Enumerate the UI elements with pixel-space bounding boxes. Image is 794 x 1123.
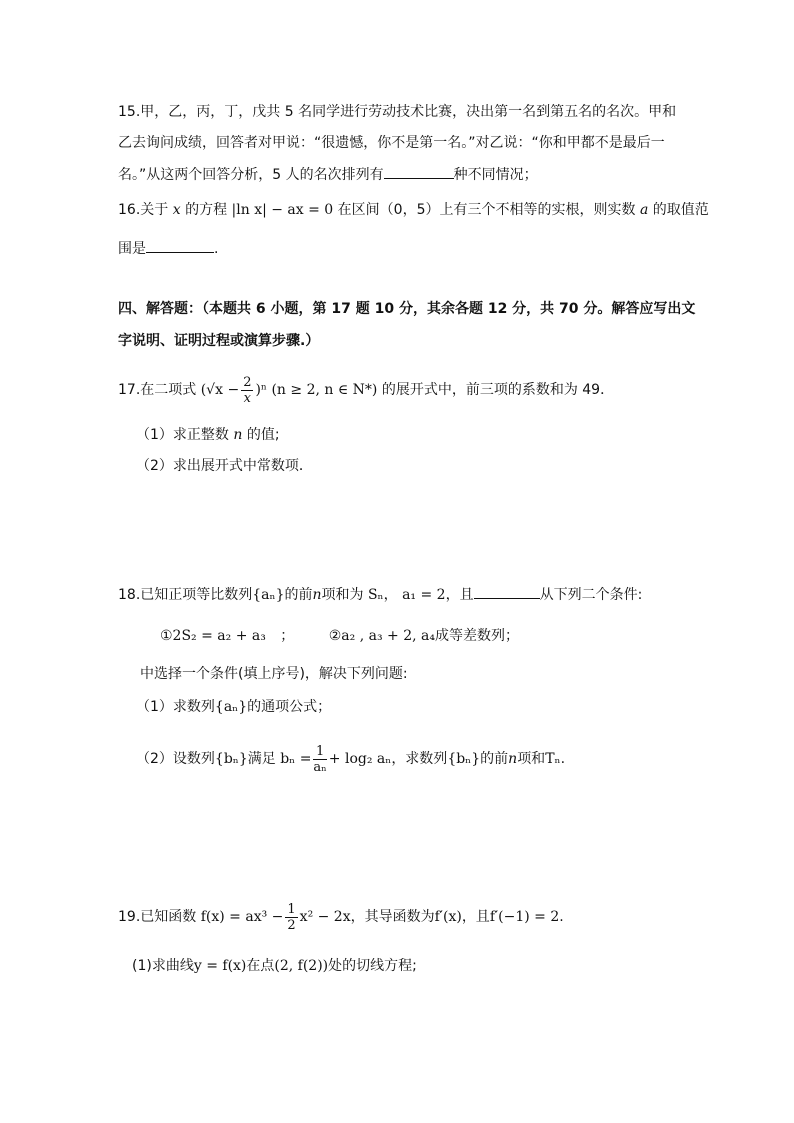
q16-var-a: a: [639, 202, 649, 218]
q19-end: .: [559, 909, 564, 925]
q17-frac-den: x: [243, 390, 251, 406]
q19-part1-text: (1)求曲线: [132, 958, 194, 974]
q19-fraction: [285, 903, 297, 932]
q18-Tn: Tₙ: [545, 751, 561, 767]
q18-part1-text: （1）求数列: [136, 699, 215, 715]
q18-text: 的前: [284, 587, 313, 603]
q17-fraction: [241, 376, 253, 405]
q17-prefix: 17.在二项式: [118, 382, 197, 398]
q18-choice-blank[interactable]: [474, 584, 540, 599]
q18-part2-text-3: ，求数列: [391, 751, 448, 767]
q15-line-1: 15.甲，乙，丙，丁，戊共 5 名同学进行劳动技术比赛，决出第一名到第五名的名次。甲和: [118, 104, 677, 120]
q18-part2-seq: {bₙ}: [214, 751, 248, 767]
q19-part1-text-2: 在点: [246, 958, 275, 974]
q18-frac-den: aₙ: [313, 759, 327, 775]
q16-var-x: x: [172, 202, 181, 218]
q16-equation: |ln x| − ax = 0: [231, 202, 334, 218]
q16-answer-blank[interactable]: [146, 238, 214, 253]
q17-condition: (n ≥ 2, n ∈ N*): [271, 382, 378, 398]
q18-part2-text-5: 项和: [517, 751, 546, 767]
q19-part1-text-3: 处的切线方程;: [328, 958, 417, 974]
q16-prefix: 16.关于: [118, 202, 169, 218]
q15-answer-blank[interactable]: [384, 164, 454, 179]
q18-conditions: [160, 626, 519, 646]
q18-log: + log₂ aₙ: [328, 751, 392, 767]
q18-part2-text-4: 的前: [480, 751, 509, 767]
q18-part2-end: .: [560, 751, 566, 767]
q18-choose: 中选择一个条件(填上序号)，解决下列问题:: [140, 666, 408, 682]
q18-part2-var-n: n: [508, 751, 518, 767]
q18-fraction: [313, 745, 326, 774]
q17-part-2: （2）求出展开式中常数项．: [136, 458, 313, 474]
q18-prefix: 18.已知正项等比数列: [118, 587, 253, 603]
q16-text: 的方程: [185, 202, 228, 218]
q18-text-4: 从下列二个条件:: [539, 587, 643, 603]
q19-frac-num: 1: [287, 901, 296, 917]
q19-part-1: [132, 956, 417, 976]
q18-part1-text-2: 的通项公式；: [247, 699, 332, 715]
q16-period: .: [214, 241, 219, 257]
q17-suffix: 的展开式中，前三项的系数和为 49．: [381, 382, 615, 398]
q18-condition-2-text: 成等差数列；: [434, 628, 519, 644]
q19-fprime: f′(x): [434, 909, 462, 925]
q18-text-3: ，且: [445, 587, 474, 603]
q19-frac-den: 2: [287, 917, 296, 933]
q19-condition: f′(−1) = 2: [489, 909, 560, 925]
q15-line-3: [118, 164, 538, 185]
q18-part1-seq: {aₙ}: [214, 699, 248, 715]
q16-line-1: [118, 200, 709, 220]
q16-text-3: 的取值范: [652, 202, 709, 218]
q19-curve: y = f(x): [193, 958, 247, 974]
q19-text: ，其导函数为: [350, 909, 435, 925]
q18-part-2: [136, 738, 565, 780]
q16-line-2: [118, 238, 218, 259]
q17-power: )ⁿ: [255, 382, 267, 398]
q19-prefix: 19.已知函数: [118, 909, 197, 925]
q18-bn: bₙ =: [280, 751, 312, 767]
q15-line-2: 乙去询问成绩，回答者对甲说：“很遗憾，你不是第一名。”对乙说：“你和甲都不是最后一: [118, 135, 665, 151]
q18-stem: [118, 584, 642, 605]
q18-comma: ，: [383, 587, 398, 603]
q17-part-1: [136, 425, 280, 445]
q19-f-lhs: f(x) = ax³ −: [200, 909, 284, 925]
q16-text-4: 围是: [118, 241, 146, 257]
q18-frac-num: 1: [313, 745, 326, 760]
q18-part-1: [136, 697, 331, 717]
q18-part2-text: （2）设数列: [136, 751, 215, 767]
q16-text-2: 在区间（0，5）上有三个不相等的实根，则实数: [337, 202, 636, 218]
q17-binomial-open: (√x −: [200, 382, 240, 398]
q19-f-rhs: x² − 2x: [299, 909, 351, 925]
q19-text-2: ，且: [461, 909, 490, 925]
q19-point: (2, f(2)): [274, 958, 329, 974]
q18-a1: a₁ = 2: [402, 587, 446, 603]
q15-text: 名。”从这两个回答分析，5 人的名次排列有: [118, 167, 384, 183]
q17-part1-text: （1）求正整数: [136, 427, 229, 443]
q17-part1-text-2: 的值;: [246, 427, 280, 443]
q18-var-n: n: [312, 587, 322, 603]
section-4-heading: 四、解答题：（本题共 6 小题，第 17 题 10 分，其余各题 12 分，共 70 分。解答应写出文: [118, 301, 696, 317]
q19-stem: [118, 896, 564, 938]
q18-part2-seq-2: {bₙ}: [447, 751, 481, 767]
section-4-heading-cont: 字说明、证明过程或演算步骤.）: [118, 333, 320, 349]
q17-var-n: n: [233, 427, 243, 443]
q17-stem: [118, 370, 614, 410]
q18-condition-2: ②a₂ , a₃ + 2, a₄: [328, 628, 435, 644]
q17-frac-num: 2: [243, 374, 252, 390]
q18-text-2: 项和为: [321, 587, 364, 603]
q18-condition-1: ①2S₂ = a₂ + a₃: [160, 628, 266, 644]
q18-seq-a: {aₙ}: [252, 587, 285, 603]
q15-text-end: 种不同情况；: [453, 167, 538, 183]
q18-part2-text-2: 满足: [247, 751, 276, 767]
q18-Sn: Sₙ: [367, 587, 384, 603]
q18-sep: ；: [280, 628, 295, 644]
